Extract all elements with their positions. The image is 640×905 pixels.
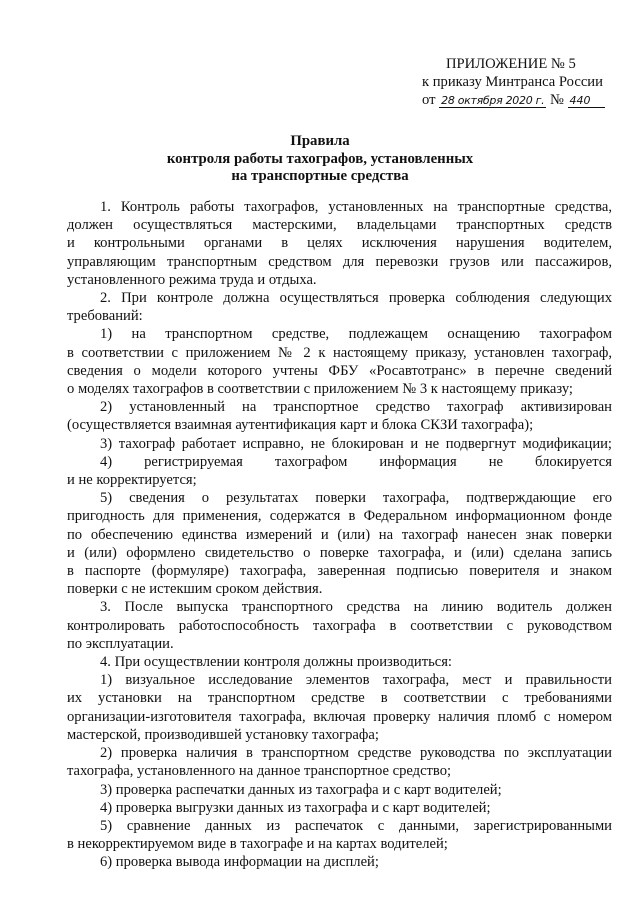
text-line: организации-изготовителя тахографа, включая проверку наличия пломб с номером bbox=[67, 708, 612, 725]
text-line: 1. Контроль работы тахографов, установленных на транспортные средства, bbox=[100, 199, 612, 215]
text-line: 6) проверка вывода информации на дисплей; bbox=[100, 854, 379, 871]
text-line: контролировать работоспособность тахографа в соответствии с руководством bbox=[67, 617, 612, 634]
text-line: установленного режима труда и отдыха. bbox=[67, 271, 317, 288]
appendix-title: ПРИЛОЖЕНИЕ № 5 bbox=[446, 56, 576, 72]
text-line: в соответствии с приложением № 2 к настоящему приказу, установлен тахограф, bbox=[67, 344, 612, 361]
text-line: и (или) оформлено свидетельство о поверке тахографа, и (или) сделана запись bbox=[67, 544, 612, 561]
text-line: о моделях тахографов в соответствии с приложением № 3 к настоящему приказу; bbox=[67, 381, 573, 398]
title-line-2: контроля работы тахографов, установленных bbox=[166, 150, 474, 167]
text-line: тахографа, установленного на данное транспортное средство; bbox=[67, 763, 452, 780]
text-line: мастерской, производившей установку тахографа; bbox=[67, 726, 379, 743]
text-line: сведения о модели которого учтены ФБУ «Росавтотранс» в перечне сведений bbox=[67, 362, 612, 379]
title-line-1: Правила bbox=[290, 133, 350, 149]
appendix-number-label: № bbox=[549, 92, 564, 109]
text-line: 2. При контроле должна осуществляться проверка соблюдения следующих bbox=[100, 290, 612, 307]
text-line: управляющим транспортным средством для перевозки грузов или пассажиров, bbox=[67, 253, 612, 270]
text-line: по обеспечению единства измерений и (или) на тахограф нанесен знак поверки bbox=[67, 526, 612, 543]
text-line: 1) на транспортном средстве, подлежащем оснащению тахографом bbox=[100, 326, 612, 343]
text-line: 1) визуальное исследование элементов тахографа, мест и правильности bbox=[100, 672, 612, 689]
text-line: в некорректируемом виде в тахографе и на картах водителей; bbox=[67, 836, 448, 853]
text-line: 3) проверка распечатки данных из тахографа и с карт водителей; bbox=[100, 781, 502, 798]
text-line: 2) проверка наличия в транспортном средстве руководства по эксплуатации bbox=[100, 745, 612, 762]
text-line: поверки с не истекшим сроком действия. bbox=[67, 581, 323, 598]
document-body bbox=[67, 198, 612, 872]
text-line: 4. При осуществлении контроля должны производиться: bbox=[100, 654, 452, 671]
text-line: пригодность для применения, содержатся в Федеральном информационном фонде bbox=[67, 508, 612, 525]
text-line: (осуществляется взаимная аутентификация карт и блока СКЗИ тахографа); bbox=[67, 417, 534, 434]
text-line: 2) установленный на транспортное средство тахограф активизирован bbox=[100, 399, 612, 416]
text-line: 3. После выпуска транспортного средства на линию водитель должен bbox=[100, 599, 612, 616]
text-line: 5) сведения о результатах поверки тахографа, подтверждающие его bbox=[100, 490, 612, 507]
text-line: и не корректируется; bbox=[67, 472, 197, 489]
document-title bbox=[0, 133, 640, 186]
text-line: в паспорте (формуляре) тахографа, заверенная подписью поверителя и знаком bbox=[67, 563, 612, 580]
text-line: должен осуществляться мастерскими, владельцами транспортных средств bbox=[67, 217, 612, 234]
text-line: 5) сравнение данных из распечаток с данными, зарегистрированными bbox=[100, 817, 612, 834]
text-line: 4) проверка выгрузки данных из тахографа и с карт водителей; bbox=[100, 799, 491, 816]
title-line-3: на транспортные средства bbox=[231, 168, 409, 185]
text-line: 4) регистрируемая тахографом информация не блокируется bbox=[100, 453, 612, 470]
appendix-header bbox=[422, 55, 622, 111]
appendix-date-line bbox=[422, 91, 622, 110]
appendix-order-ref: к приказу Минтранса России bbox=[422, 74, 603, 91]
handwritten-date: 28 октября 2020 г. bbox=[441, 94, 545, 108]
text-line: по эксплуатации. bbox=[67, 635, 174, 652]
appendix-from-label: от bbox=[422, 92, 436, 109]
text-line: их установки на транспортном средстве в соответствии с требованиями bbox=[67, 690, 612, 707]
text-line: 3) тахограф работает исправно, не блокирован и не подвергнут модификации; bbox=[100, 435, 612, 452]
handwritten-number: 440 bbox=[568, 94, 605, 108]
text-line: требований: bbox=[67, 308, 143, 325]
text-line: и контрольными органами в целях исключения нарушения водителем, bbox=[67, 235, 612, 252]
